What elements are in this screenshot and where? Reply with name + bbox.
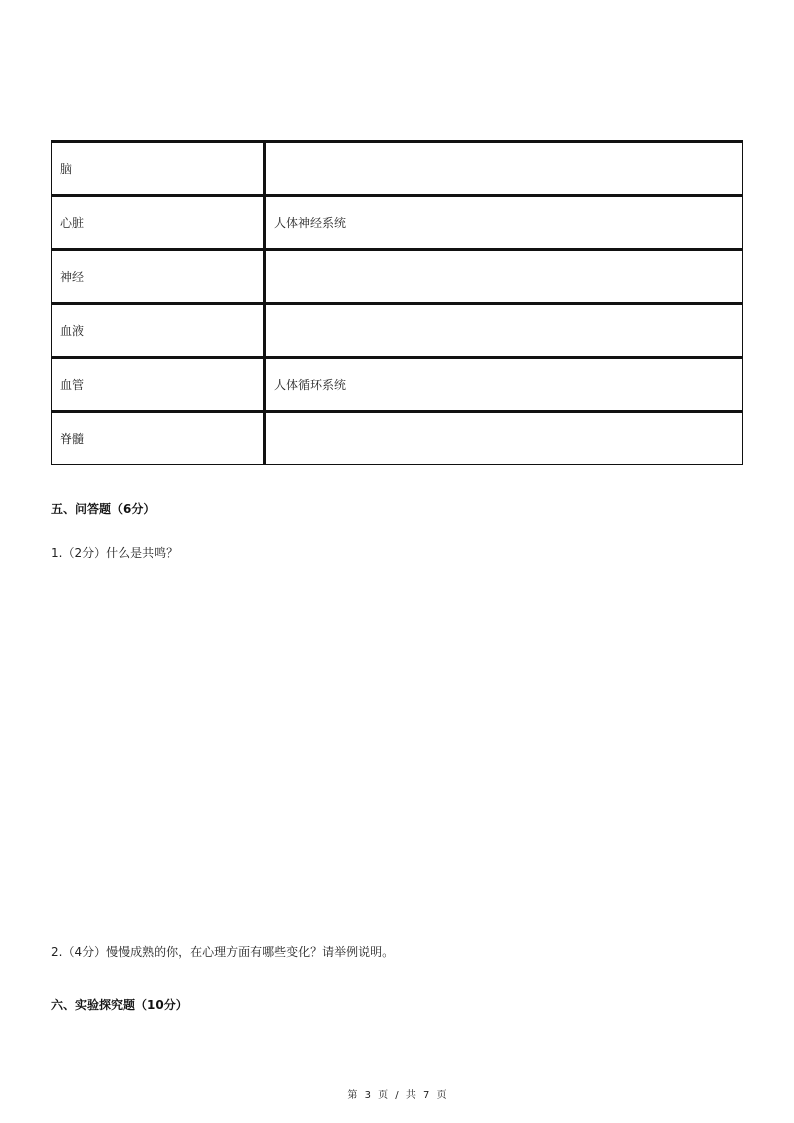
table-cell-item: 脊髓: [52, 412, 265, 465]
table-cell-item: 血液: [52, 304, 265, 358]
section-six-title: 六、实验探究题（10分）: [51, 998, 188, 1012]
table-row: [52, 142, 743, 196]
table-cell-system: [265, 412, 743, 465]
table-cell-item: 脑: [52, 142, 265, 196]
table-cell-system: [265, 304, 743, 358]
question-one: 1.（2分）什么是共鸣？: [51, 546, 179, 560]
table-cell-item: 心脏: [52, 196, 265, 250]
table-cell-item: 神经: [52, 250, 265, 304]
table-row: [52, 358, 743, 412]
page-footer: 第 3 页 / 共 7 页: [347, 1090, 447, 1101]
table-cell-system: 人体循环系统: [265, 358, 743, 412]
table-row: [52, 196, 743, 250]
table-cell-system: 人体神经系统: [265, 196, 743, 250]
question-two: 2.（4分）慢慢成熟的你，在心理方面有哪些变化？请举例说明。: [51, 945, 395, 959]
table-row: [52, 412, 743, 465]
table-row: [52, 250, 743, 304]
table-cell-item: 血管: [52, 358, 265, 412]
table-row: [52, 304, 743, 358]
matching-table: [51, 140, 743, 465]
section-five-title: 五、问答题（6分）: [51, 502, 156, 516]
table-cell-system: [265, 142, 743, 196]
table-cell-system: [265, 250, 743, 304]
